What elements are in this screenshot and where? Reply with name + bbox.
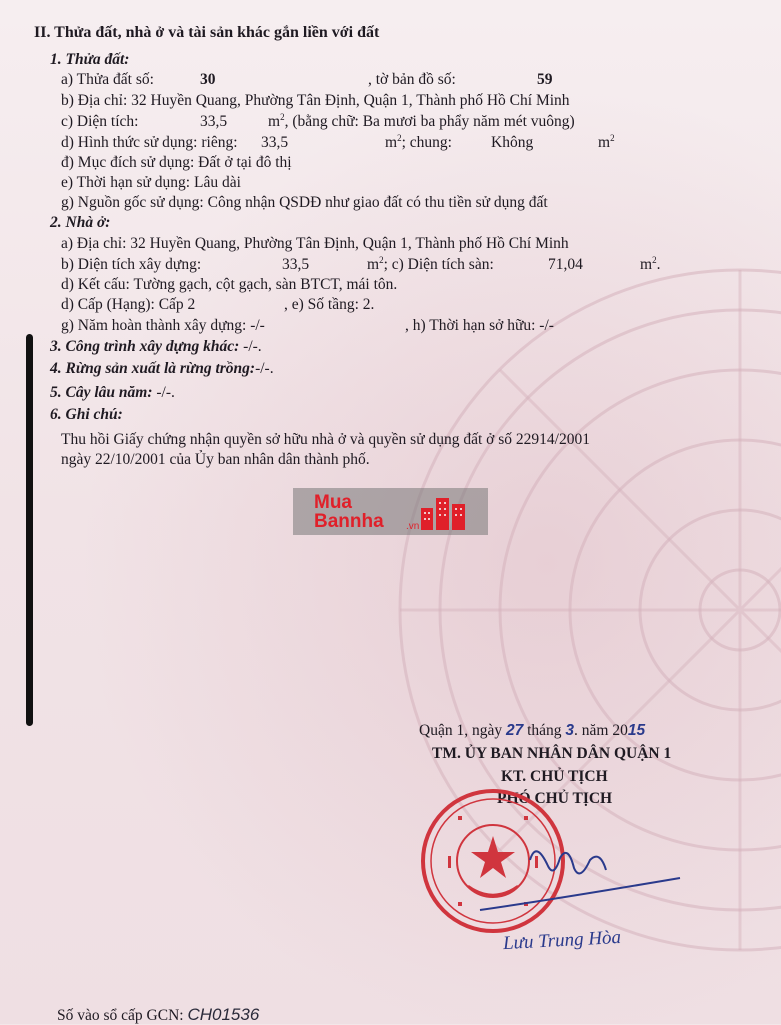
house-address: a) Địa chỉ: 32 Huyền Quang, Phường Tân Định, Quận 1, Thành phố Hồ Chí Minh	[61, 235, 569, 252]
map-label: , tờ bản đồ số:	[368, 71, 456, 88]
forest-row	[50, 360, 274, 378]
floor-area-unit-row: $m^2$.	[640, 255, 661, 273]
sign-month: 3	[565, 722, 575, 739]
sign-day: 27	[505, 722, 524, 739]
land-address: b) Địa chỉ: 32 Huyền Quang, Phường Tân Định, Quận 1, Thành phố Hồ Chí Minh	[61, 92, 570, 109]
parcel-label: a) Thửa đất số:	[61, 71, 154, 88]
floor-area-row	[367, 256, 494, 275]
build-area-unit: m	[367, 256, 380, 273]
ownership-term: , h) Thời hạn sở hữu: -/-	[405, 317, 554, 334]
usage-common-value: Không	[491, 134, 534, 151]
other-works-value: -/-.	[243, 338, 262, 355]
house-grade: d) Cấp (Hạng): Cấp 2	[61, 296, 196, 313]
kt-chairman: KT. CHỦ TỊCH	[501, 768, 608, 785]
building-icon	[419, 494, 467, 530]
trees-value: -/-.	[156, 384, 175, 401]
gcn-label: Số vào sổ cấp GCN:	[57, 1007, 184, 1024]
land-purpose: đ) Mục đích sử dụng: Đất ở tại đô thị	[61, 154, 292, 171]
vice-chairman: PHÓ CHỦ TỊCH	[497, 790, 613, 807]
section-title: II. Thửa đất, nhà ở và tài sản khác gắn liền với đất	[34, 24, 380, 41]
superscript-two: 2	[280, 112, 285, 122]
superscript-two: 2	[610, 133, 615, 143]
parcel-number: 30	[200, 71, 216, 88]
signer-name: Lưu Trung Hòa	[502, 926, 622, 955]
usage-private: 33,5	[261, 134, 289, 151]
land-origin: g) Nguồn gốc sử dụng: Công nhận QSDĐ như giao đất có thu tiền sử dụng đất	[61, 194, 548, 211]
floor-area-unit: m	[640, 256, 653, 273]
floor-area-label: ; c) Diện tích sàn:	[383, 256, 494, 273]
year-label: . năm 20	[574, 722, 628, 739]
usage-common-unit: m	[598, 134, 611, 151]
build-area-value: 33,5	[282, 256, 310, 273]
watermark-line-2: Bannha	[314, 511, 384, 532]
notes-line-1: Thu hồi Giấy chứng nhận quyền sở hữu nhà ở và quyền sử dụng đất ở số 22914/2001	[61, 431, 590, 448]
completion-year: g) Năm hoàn thành xây dựng: -/-	[61, 317, 265, 334]
trees-row	[50, 384, 175, 402]
build-area-label: b) Diện tích xây dựng:	[61, 256, 202, 273]
usage-common-row	[385, 134, 452, 153]
superscript-two: 2	[379, 255, 384, 265]
scrollbar[interactable]	[26, 334, 33, 726]
land-heading: 1. Thửa đất:	[50, 51, 130, 68]
gcn-number: CH01536	[187, 1005, 260, 1024]
other-works-label: 3. Công trình xây dựng khác:	[50, 338, 240, 355]
parcel-row	[61, 71, 154, 89]
gcn-row	[57, 1006, 259, 1025]
area-words: , (bằng chữ: Ba mươi ba phẩy năm mét vuông)	[284, 113, 575, 130]
floor-area-value: 71,04	[548, 256, 583, 273]
superscript-two: 2	[397, 133, 402, 143]
notes-heading: 6. Ghi chú:	[50, 406, 123, 423]
area-value: 33,5	[200, 113, 228, 130]
usage-unit: m	[385, 134, 398, 151]
notes-line-2: ngày 22/10/2001 của Ủy ban nhân dân thành phố.	[61, 451, 370, 468]
watermark-line-1: Mua	[314, 492, 352, 513]
land-duration: e) Thời hạn sử dụng: Lâu dài	[61, 174, 241, 191]
area-label: c) Diện tích:	[61, 113, 139, 130]
forest-value: -/-.	[255, 360, 274, 377]
month-label: tháng	[527, 722, 562, 739]
superscript-two: 2	[652, 255, 657, 265]
place-date-prefix: Quận 1, ngày	[419, 722, 503, 739]
watermark-suffix: .vn	[406, 521, 420, 532]
usage-common-unit-row	[598, 134, 615, 153]
usage-common-label: ; chung:	[401, 134, 452, 151]
other-works-row	[50, 338, 262, 356]
sign-year: 15	[627, 722, 646, 739]
usage-form-label: d) Hình thức sử dụng: riêng:	[61, 134, 238, 151]
watermark-logo	[293, 488, 488, 535]
house-heading: 2. Nhà ở:	[50, 214, 111, 231]
signing-authority: TM. ỦY BAN NHÂN DÂN QUẬN 1	[432, 745, 672, 762]
signature-scribble-icon	[470, 830, 690, 920]
area-words-row	[268, 113, 575, 132]
house-structure: d) Kết cấu: Tường gạch, cột gạch, sàn BTCT, mái tôn.	[61, 276, 398, 293]
house-floors: , e) Số tầng: 2.	[284, 296, 375, 313]
area-unit: m	[268, 113, 281, 130]
trees-label: 5. Cây lâu năm:	[50, 384, 153, 401]
forest-label: 4. Rừng sản xuất là rừng trồng:	[50, 360, 256, 377]
map-number: 59	[537, 71, 553, 88]
place-date	[419, 722, 645, 740]
